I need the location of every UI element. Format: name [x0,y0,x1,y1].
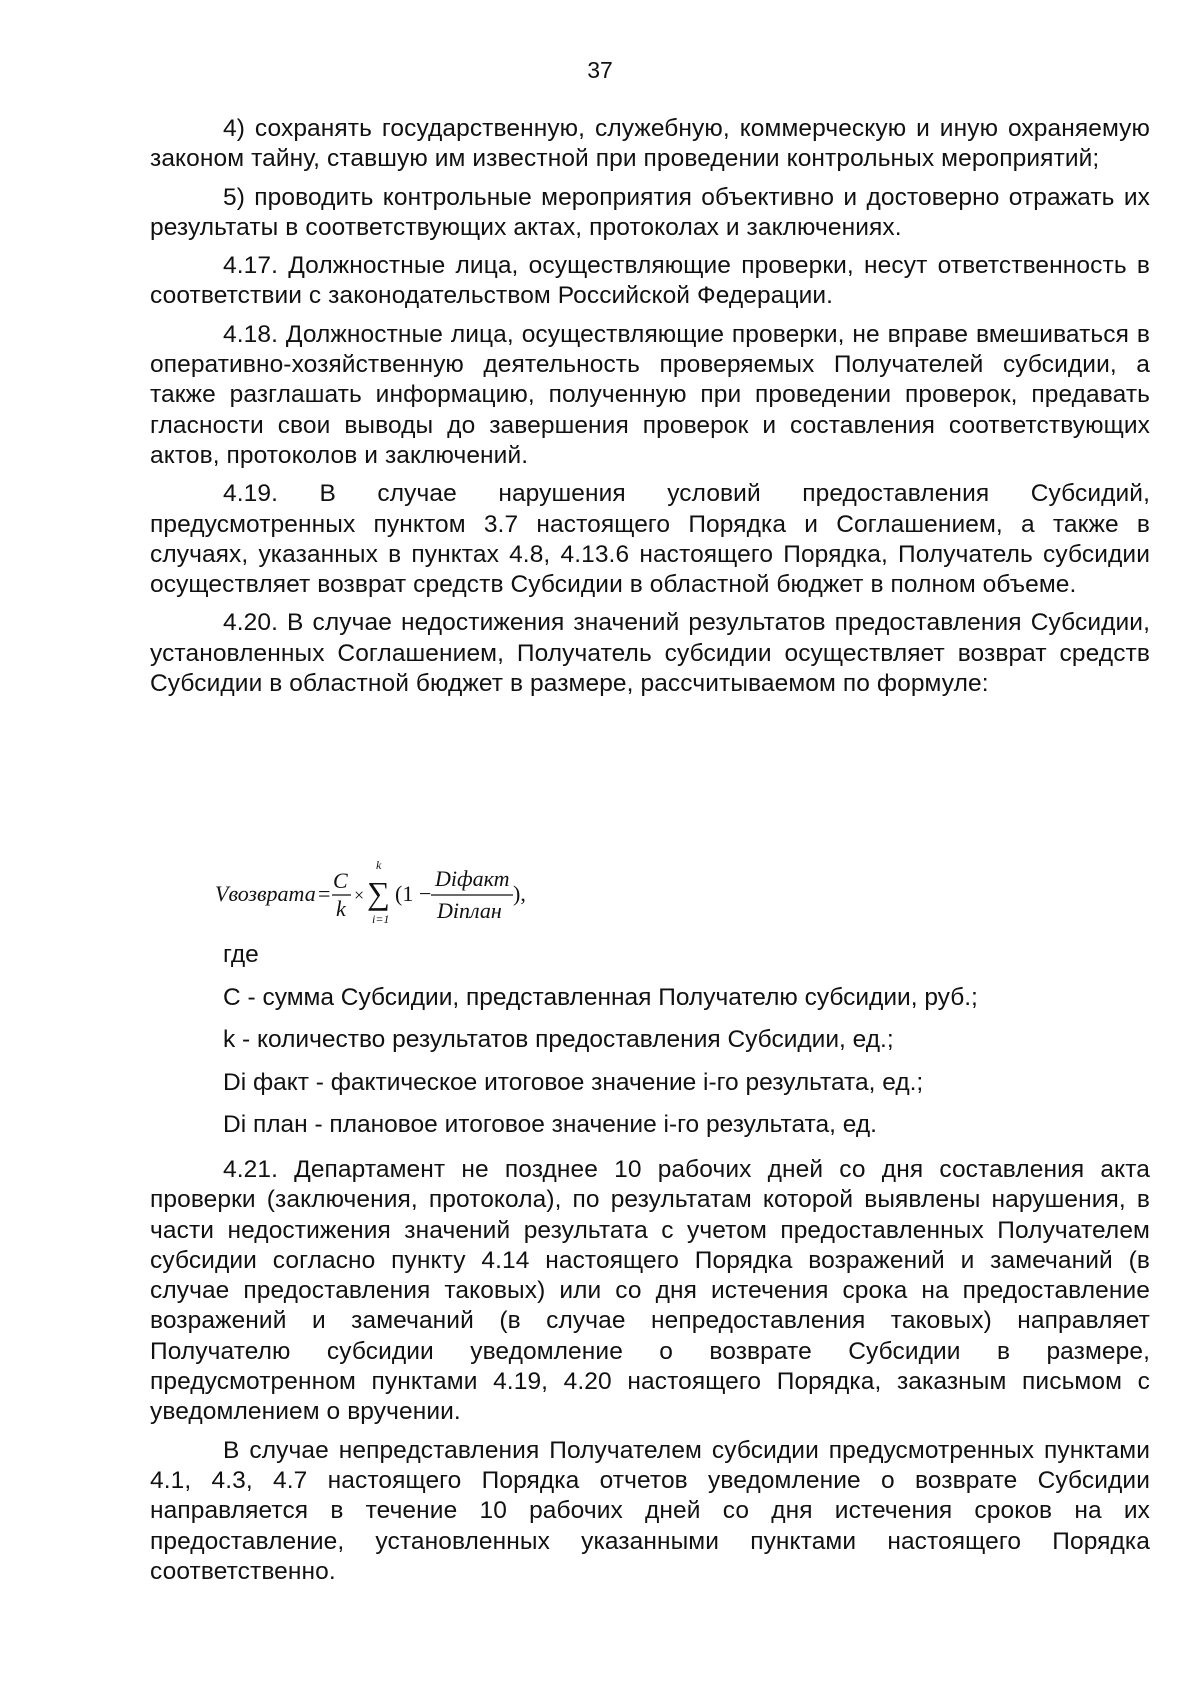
formula-lhs: Vвозврата [215,881,316,906]
body-text-top [150,114,1150,707]
sum-upper-limit: k [376,858,382,872]
paragraph-4-19: 4.19. В случае нарушения условий предоставления Субсидий, предусмотренных пунктом 3.7 настоящего Порядка и Соглашением, а также в случаях, указанных в пунктах 4.8, 4.13.6 настоящего Порядка, Получатель субсидии осуществляет возврат средств Субсидии в областной бюджет в полном объеме. [150,480,1150,599]
formula-close: ), [513,881,526,906]
paragraph-4-21: 4.21. Департамент не позднее 10 рабочих дней со дня составления акта проверки (заключения, протокола), по результатам которой выявлены нарушения, в части недостижения значений результата с учетом предоставленных Получателем субсидии согласно пункту 4.14 настоящего Порядка возражений и замечаний (в случае предоставления таковых) или со дня истечения срока на предоставление возражений и замечаний (в случае непредоставления таковых) направляет Получателю субсидии уведомление о возврате Субсидии в размере, предусмотренном пунктами 4.19, 4.20 настоящего Порядка, заказным письмом с уведомлением о вручении. [150,1156,1150,1426]
sum-lower-limit: i=1 [372,912,390,926]
formula-times: × [354,885,365,905]
refund-formula [215,858,615,930]
formula-minus: − [419,881,432,906]
definition-where: где [223,941,259,968]
formula-k: k [336,896,346,921]
definition-c: C - сумма Субсидии, представленная Получателю субсидии, руб.; [223,983,978,1011]
definition-di-plan: Di план - плановое итоговое значение i-го результата, ед. [223,1111,877,1138]
formula-definitions [150,940,1150,1153]
formula-open: (1 [395,881,414,906]
paragraph-reports-notice: В случае непредставления Получателем субсидии предусмотренных пунктами 4.1, 4.3, 4.7 настоящего Порядка отчетов уведомление о возврате Субсидии направляется в течение 10 рабочих дней со дня истечения сроков на их предоставление, установленных указанными пунктами настоящего Порядка соответственно. [150,1436,1150,1585]
sum-sign: ∑ [367,875,390,911]
definition-k: k - количество результатов предоставления Субсидии, ед.; [223,1026,894,1053]
body-text-bottom [150,1155,1150,1595]
formula-c: C [333,868,348,893]
page-number: 37 [587,57,613,83]
paragraph-4-18: 4.18. Должностные лица, осуществляющие проверки, не вправе вмешиваться в оперативно-хозяйственную деятельность проверяемых Получателей субсидии, а также разглашать информацию, полученную при проведении проверок, предавать гласности свои выводы до завершения проверок и составления соответствующих актов, протоколов и заключений. [150,320,1150,469]
paragraph-4-17: 4.17. Должностные лица, осуществляющие проверки, несут ответственность в соответствии с законодательством Российской Федерации. [150,252,1150,310]
formula-denominator: Diплан [437,898,502,923]
paragraph-item-4: 4) сохранять государственную, служебную, коммерческую и иную охраняемую законом тайну, ставшую им известной при проведении контрольных мероприятий; [150,115,1150,173]
formula-equals: = [318,881,331,906]
paragraph-4-20: 4.20. В случае недостижения значений результатов предоставления Субсидии, установленных Соглашением, Получатель субсидии осуществляет возврат средств Субсидии в областной бюджет в размере, рассчитываемом по формуле: [150,609,1150,698]
paragraph-item-5: 5) проводить контрольные мероприятия объективно и достоверно отражать их результаты в соответствующих актах, протоколах и заключениях. [150,183,1150,241]
definition-di-fact: Di факт - фактическое итоговое значение i-го результата, ед.; [223,1068,924,1096]
formula-numerator: Diфакт [435,866,510,891]
